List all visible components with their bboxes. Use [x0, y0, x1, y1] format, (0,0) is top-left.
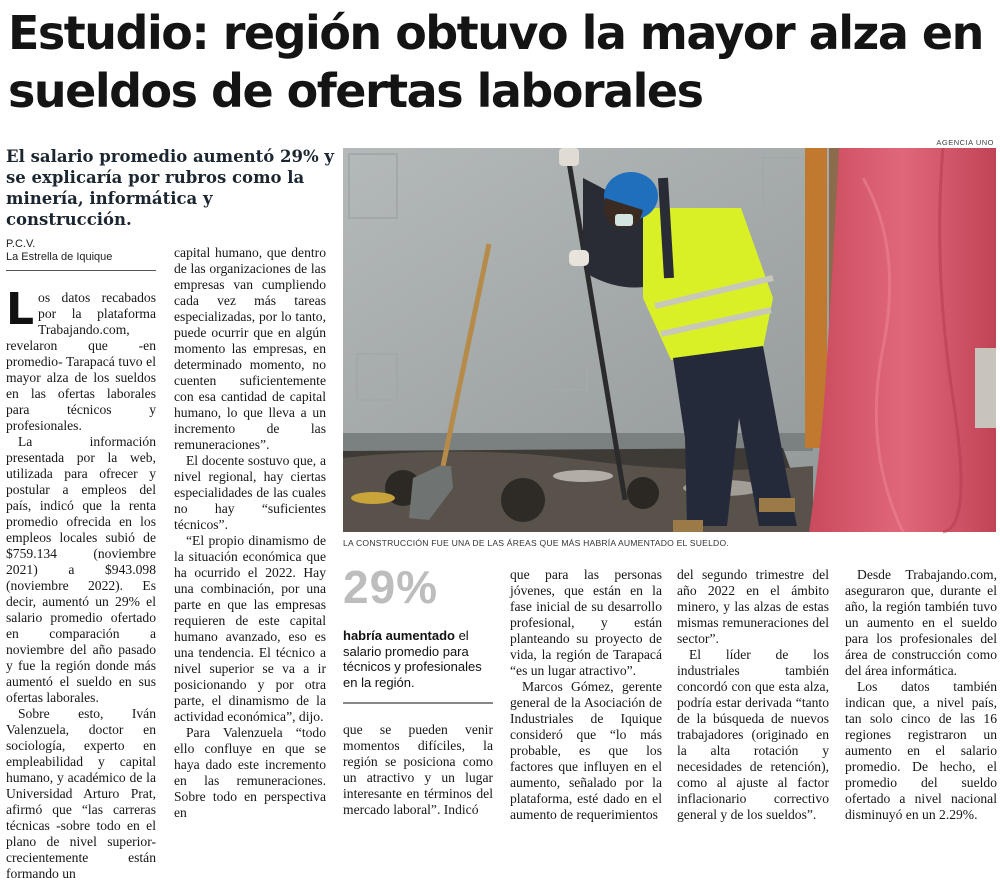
article-column-2	[174, 245, 326, 820]
paragraph: Para Valenzuela “todo ello confluye en que se haya dado este incremento en las remuneraciones. Sobre todo en perspectiva en	[174, 725, 326, 820]
pullquote-number: 29%	[343, 561, 439, 613]
article-column-3	[343, 722, 493, 820]
construction-photo	[343, 148, 996, 532]
article-column-6	[845, 567, 997, 820]
paragraph: del segundo trimestre del año 2022 en el ámbito minero, y las alzas de estas mismas remuneraciones del sector”.	[677, 567, 829, 646]
pullquote-text: habría aumentado el salario promedio para técnicos y profesionales en la región.	[343, 628, 482, 690]
article-column-4	[510, 567, 662, 820]
paragraph: Los datos también indican que, a nivel país, tan solo cinco de las 16 regiones registraron un aumento en el salario promedio. De hecho, el promedio del sueldo ofertado a nivel nacional disminuyó en un 2.29%.	[845, 679, 997, 822]
paragraph: que se pueden venir momentos difíciles, la región se posiciona como un atractivo y un lugar interesante en términos del mercado laboral”. Indicó	[343, 722, 493, 817]
drop-cap: L	[6, 284, 35, 335]
article-column-5	[677, 567, 829, 820]
byline-author: P.C.V.	[6, 238, 36, 250]
article-column-1	[6, 284, 156, 881]
paragraph: “El propio dinamismo de la situación económica que ha ocurrido el 2022. Hay una combinación, por una parte en que las empresas requieren de este capital humano avanzado, eso es una tendencia. El técnico a nivel superior se va a ir posicionando y por otra parte, el dinamismo de la actividad económica”, dijo.	[174, 533, 326, 724]
paragraph: que para las personas jóvenes, que están en la fase inicial de su desarrollo profesional, y están planteando su proyecto de vida, la región de Tarapacá “es un lugar atractivo”.	[510, 567, 662, 678]
byline-rule	[6, 270, 156, 271]
paragraph: Los datos recabados por la plataforma Trabajando.com, revelaron que -en promedio- Tarapacá tuvo el mayor alza de los sueldos en las ofertas laborales para técnicos y profesionales.	[6, 284, 156, 433]
paragraph: El líder de los industriales también concordó con que esta alza, podría estar derivada “tanto de la búsqueda de nuevos trabajadores (originado en la alta rotación y necesidades de retención), como al ajuste al factor inflacionario correctivo general y de los sueldos”.	[677, 647, 829, 822]
paragraph: La información presentada por la web, utilizada para ofrecer y postular a empleos del país, indicó que la renta promedio ofrecida en los empleos locales subió de $759.134 (noviembre 2021) a $943.098 (noviembre 2022). Es decir, aumentó un 29% el salario promedio ofertado en comparación a noviembre del año pasado y fue la región donde más aumentó el sueldo en sus ofertas laborales.	[6, 434, 156, 705]
paragraph: Sobre esto, Iván Valenzuela, doctor en sociología, experto en empleabilidad y capital humano, y académico de la Universidad Arturo Prat, afirmó que “las carreras técnicas -sobre todo en el plano de nivel superior- crecientemente están formando un	[6, 706, 156, 881]
paragraph: capital humano, que dentro de las organizaciones de las empresas van cumpliendo cada vez más tareas especializadas, por lo tanto, puede ocurrir que en algún momento las empresas, en determinado momento, no cuenten suficientemente con esa cantidad de capital humano, lo que lleva a un incremento de las remuneraciones”.	[174, 245, 326, 452]
byline	[6, 238, 112, 264]
photo-caption: LA CONSTRUCCIÓN FUE UNA DE LAS ÁREAS QUE MÁS HABRÍA AUMENTADO EL SUELDO.	[343, 538, 729, 548]
deck-subtitle: El salario promedio aumentó 29% y se explicaría por rubros como la minería, informática y construcción.	[6, 147, 334, 229]
pullquote-bold: habría aumentado	[343, 628, 455, 643]
headline: Estudio: región obtuvo la mayor alza en sueldos de ofertas laborales	[8, 6, 983, 118]
paragraph: Desde Trabajando.com, aseguraron que, durante el año, la región también tuvo un aumento en el sueldo para los profesionales del área de construcción como del área informática.	[845, 567, 997, 678]
paragraph: El docente sostuvo que, a nivel regional, hay ciertas especialidades de las cuales no hay “suficientes técnicos”.	[174, 453, 326, 532]
pullquote-rule	[343, 702, 493, 704]
paragraph: Marcos Gómez, gerente general de la Asociación de Industriales de Iquique consideró que “lo más probable, es que los factores que influyen en el aumento, señalado por la plataforma, esté dado en el aumento de requerimientos	[510, 679, 662, 822]
photo-credit: AGENCIA UNO	[936, 138, 994, 147]
byline-outlet: La Estrella de Iquique	[6, 251, 113, 263]
